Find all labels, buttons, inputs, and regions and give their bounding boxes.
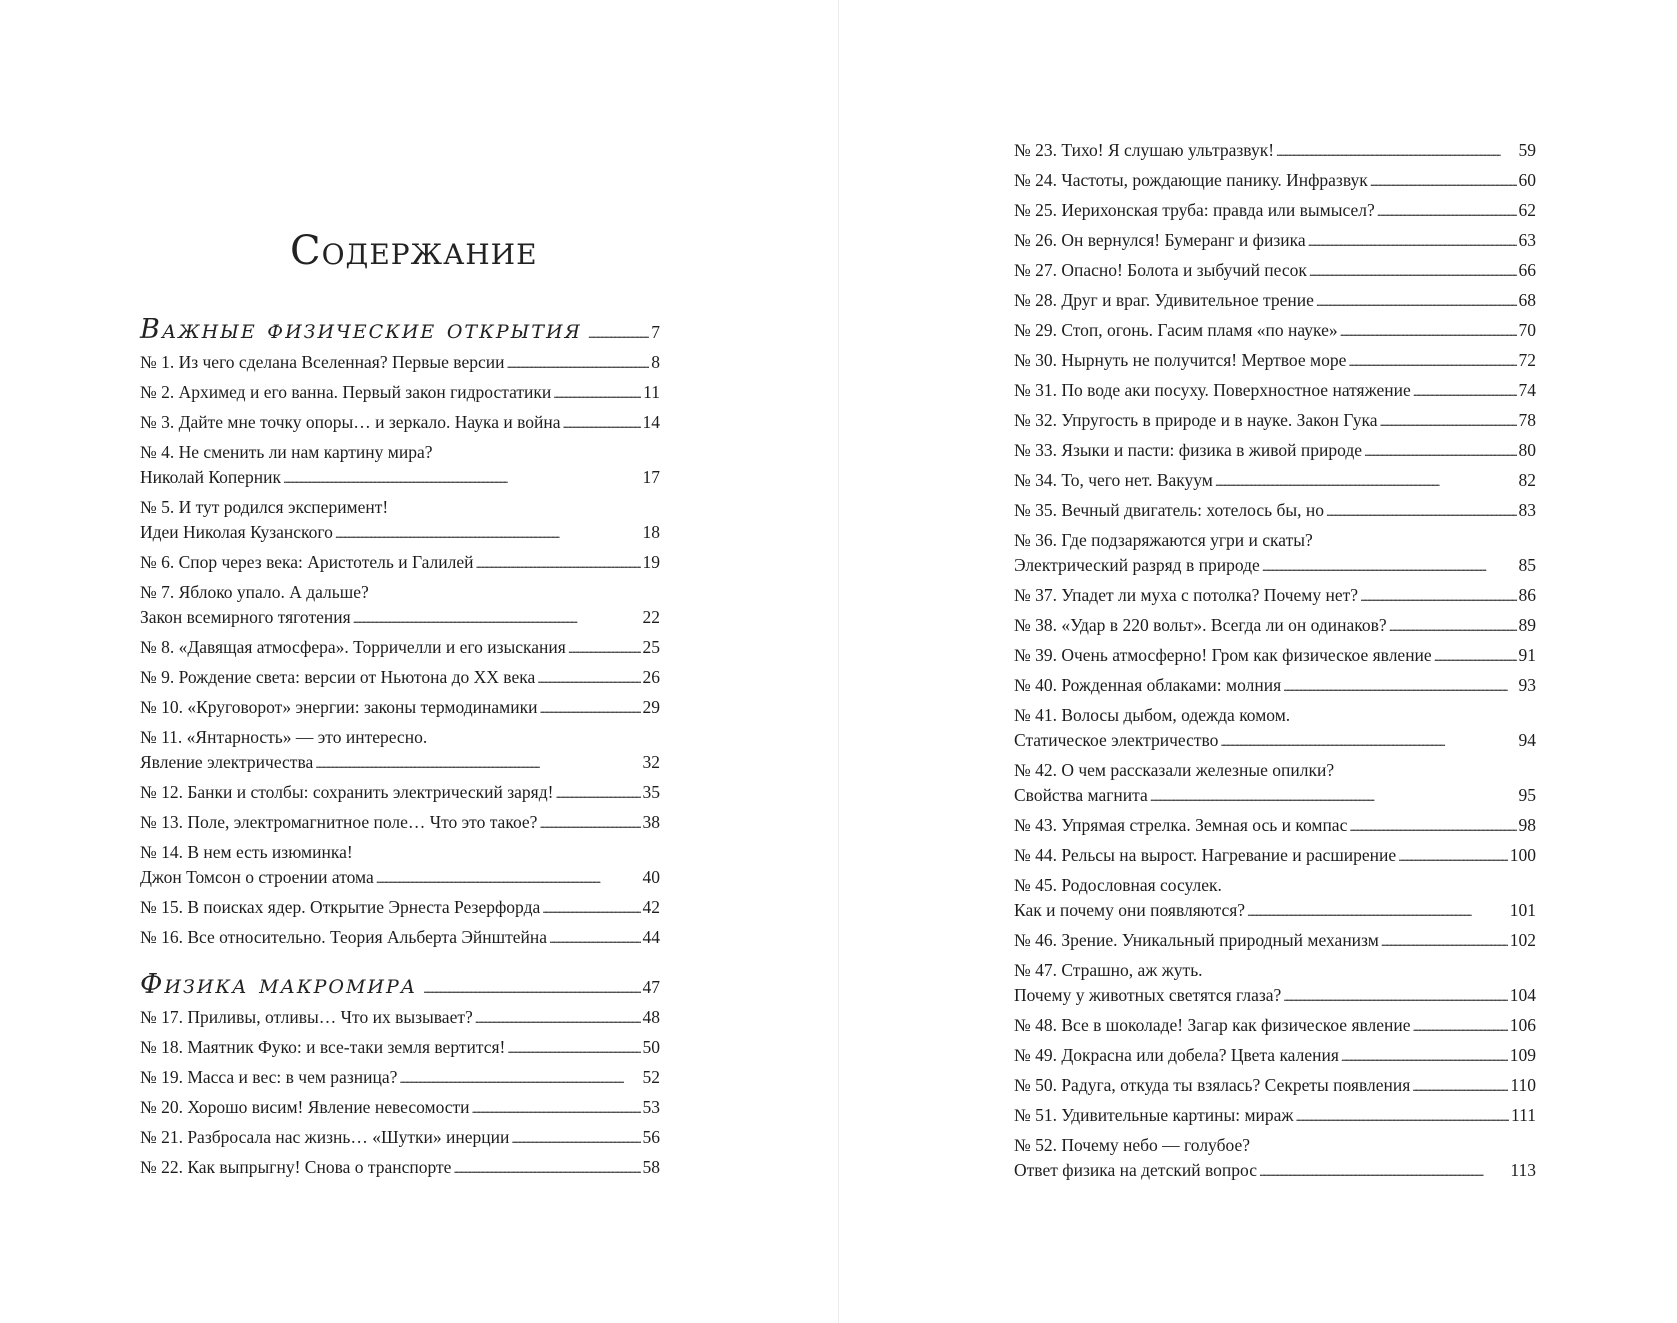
entry-title: № 15. В поисках ядер. Открытие Эрнеста Резерфорда [140, 897, 541, 917]
dot-leader [335, 520, 641, 547]
section-heading [140, 314, 660, 350]
entry-title: № 2. Архимед и его ванна. Первый закон гидростатики [140, 382, 552, 402]
toc-entry [1014, 843, 1536, 873]
page-number: 11 [643, 382, 660, 402]
dot-leader [1262, 553, 1517, 580]
dot-leader [568, 635, 641, 662]
page-number: 104 [1509, 984, 1536, 1005]
entry-title: № 1. Из чего сделана Вселенная? Первые версии [140, 352, 505, 372]
page-number: 50 [642, 1037, 660, 1057]
toc-entry [140, 1065, 660, 1095]
toc-entry [1014, 228, 1536, 258]
dot-leader [539, 695, 640, 722]
dot-leader [353, 605, 641, 632]
toc-entry [1014, 1103, 1536, 1133]
section-title: Физика макромира [140, 969, 418, 1000]
page-number: 95 [1518, 784, 1536, 805]
dot-leader [1259, 1158, 1508, 1185]
toc-entry [1014, 813, 1536, 843]
page-number: 86 [1518, 585, 1536, 605]
toc-title: Содержание [290, 228, 538, 274]
dot-leader [549, 925, 640, 952]
toc-entry [140, 665, 660, 695]
dot-leader [1247, 898, 1508, 925]
dot-leader [1316, 288, 1517, 315]
page-number: 53 [642, 1097, 660, 1117]
entry-title: № 19. Масса и вес: в чем разница? [140, 1067, 398, 1087]
page-number: 63 [1518, 230, 1536, 250]
page-number: 82 [1518, 470, 1536, 490]
entry-title: № 48. Все в шоколаде! Загар как физическое явление [1014, 1015, 1411, 1035]
page-number: 38 [642, 812, 660, 832]
entry-title: Как и почему они появляются? [1014, 899, 1246, 920]
dot-leader [283, 465, 640, 492]
toc-entry [140, 580, 660, 635]
page-number: 40 [642, 866, 660, 887]
dot-leader [476, 550, 641, 577]
toc-entry [1014, 1073, 1536, 1103]
page-number: 32 [642, 751, 660, 772]
toc-entry [1014, 138, 1536, 168]
toc-entry [140, 780, 660, 810]
toc-right-column [1014, 138, 1536, 1188]
page-number: 72 [1518, 350, 1536, 370]
toc-entry [1014, 643, 1536, 673]
toc-entry [1014, 408, 1536, 438]
dot-leader [423, 980, 640, 998]
toc-entry [140, 895, 660, 925]
entry-title: Почему у животных светятся глаза? [1014, 984, 1282, 1005]
entry-title-line: № 4. Не сменить ли нам картину мира? [140, 442, 433, 462]
page-number: 111 [1511, 1105, 1536, 1125]
toc-entry [140, 1035, 660, 1065]
page-number: 7 [651, 322, 660, 342]
page-number: 91 [1518, 645, 1536, 665]
page-number: 89 [1518, 615, 1536, 635]
dot-leader [1398, 843, 1508, 870]
toc-entry [1014, 703, 1536, 758]
toc-entry [140, 1125, 660, 1155]
dot-leader [507, 1035, 640, 1062]
dot-leader [1296, 1103, 1510, 1130]
page-number: 56 [642, 1127, 660, 1147]
toc-entry [140, 925, 660, 955]
dot-leader [1364, 438, 1516, 465]
entry-title: Джон Томсон о строении атома [140, 866, 374, 887]
toc-entry [1014, 928, 1536, 958]
entry-title-line: № 5. И тут родился эксперимент! [140, 497, 389, 517]
toc-entry [140, 380, 660, 410]
page-number: 70 [1518, 320, 1536, 340]
toc-entry [1014, 498, 1536, 528]
dot-leader [1434, 643, 1517, 670]
entry-title: № 35. Вечный двигатель: хотелось бы, но [1014, 500, 1324, 520]
dot-leader [1309, 258, 1517, 285]
toc-left-column [140, 314, 660, 1185]
entry-title: № 37. Упадет ли муха с потолка? Почему нет? [1014, 585, 1359, 605]
toc-entry [1014, 1013, 1536, 1043]
page-number: 58 [642, 1157, 660, 1177]
toc-entry [140, 725, 660, 780]
page-number: 83 [1518, 500, 1536, 520]
toc-entry [1014, 583, 1536, 613]
entry-title: № 3. Дайте мне точку опоры… и зеркало. Наука и война [140, 412, 561, 432]
entry-title: № 44. Рельсы на вырост. Нагревание и расширение [1014, 845, 1397, 865]
page-number: 109 [1509, 1045, 1536, 1065]
page-number: 80 [1518, 440, 1536, 460]
entry-title: Николай Коперник [140, 466, 282, 487]
dot-leader [453, 1155, 640, 1182]
entry-title: № 16. Все относительно. Теория Альберта Эйнштейна [140, 927, 548, 947]
entry-title: № 8. «Давящая атмосфера». Торричелли и его изыскания [140, 637, 566, 657]
dot-leader [1379, 408, 1516, 435]
page-number: 85 [1518, 554, 1536, 575]
page-number: 110 [1510, 1075, 1536, 1095]
entry-title: № 38. «Удар в 220 вольт». Всегда ли он одинаков? [1014, 615, 1387, 635]
entry-title: № 29. Стоп, огонь. Гасим пламя «по науке» [1014, 320, 1338, 340]
toc-entry [1014, 613, 1536, 643]
dot-leader [1349, 813, 1516, 840]
section-title: Важные физические открытия [140, 314, 582, 345]
page-number: 44 [642, 927, 660, 947]
toc-list [140, 350, 660, 955]
dot-leader [1389, 613, 1517, 640]
left-page [0, 0, 838, 1323]
entry-title-line: № 47. Страшно, аж жуть. [1014, 960, 1203, 980]
entry-title: № 17. Приливы, отливы… Что их вызывает? [140, 1007, 473, 1027]
toc-list [1014, 138, 1536, 1188]
dot-leader [555, 780, 640, 807]
page-number: 48 [642, 1007, 660, 1027]
dot-leader [563, 410, 641, 437]
entry-title-line: № 11. «Янтарность» — это интересно. [140, 727, 428, 747]
entry-title: № 27. Опасно! Болота и зыбучий песок [1014, 260, 1307, 280]
page-number: 68 [1518, 290, 1536, 310]
entry-title: № 9. Рождение света: версии от Ньютона до XX века [140, 667, 536, 687]
entry-title: № 23. Тихо! Я слушаю ультразвук! [1014, 140, 1275, 160]
toc-entry [1014, 378, 1536, 408]
entry-title-line: № 14. В нем есть изюминка! [140, 842, 353, 862]
dot-leader [1381, 928, 1508, 955]
entry-title-line: № 45. Родословная сосулек. [1014, 875, 1222, 895]
entry-title: Статическое электричество [1014, 729, 1219, 750]
toc-entry [1014, 673, 1536, 703]
entry-title: № 30. Нырнуть не получится! Мертвое море [1014, 350, 1347, 370]
toc-entry [140, 440, 660, 495]
entry-title: № 40. Рожденная облаками: молния [1014, 675, 1282, 695]
entry-title: № 32. Упругость в природе и в науке. Закон Гука [1014, 410, 1378, 430]
entry-title-line: № 41. Волосы дыбом, одежда комом. [1014, 705, 1291, 725]
dot-leader [1370, 168, 1517, 195]
toc-entry [140, 840, 660, 895]
page-number: 101 [1509, 899, 1536, 920]
entry-title: № 43. Упрямая стрелка. Земная ось и компас [1014, 815, 1348, 835]
toc-entry [140, 410, 660, 440]
entry-title: № 28. Друг и враг. Удивительное трение [1014, 290, 1314, 310]
toc-entry [1014, 873, 1536, 928]
dot-leader [511, 1125, 640, 1152]
entry-title: Электрический разряд в природе [1014, 554, 1260, 575]
dot-leader [542, 895, 640, 922]
entry-title-line: № 7. Яблоко упало. А дальше? [140, 582, 369, 602]
entry-title: № 26. Он вернулся! Бумеранг и физика [1014, 230, 1306, 250]
dot-leader [1276, 138, 1516, 165]
dot-leader [1215, 468, 1517, 495]
dot-leader [539, 810, 640, 837]
toc-entry [1014, 318, 1536, 348]
dot-leader [1308, 228, 1517, 255]
dot-leader [399, 1065, 640, 1092]
dot-leader [1283, 673, 1516, 700]
entry-title: № 46. Зрение. Уникальный природный механизм [1014, 930, 1379, 950]
dot-leader [1150, 783, 1517, 810]
page-number: 25 [642, 637, 660, 657]
dot-leader [588, 325, 649, 343]
toc-entry [140, 1155, 660, 1185]
entry-title: Ответ физика на детский вопрос [1014, 1159, 1257, 1180]
page-number: 42 [642, 897, 660, 917]
page-number: 78 [1518, 410, 1536, 430]
dot-leader [1283, 983, 1507, 1010]
page-number: 47 [642, 977, 660, 997]
entry-title: № 25. Иерихонская труба: правда или вымысел? [1014, 200, 1375, 220]
entry-title: Закон всемирного тяготения [140, 606, 351, 627]
page-number: 18 [642, 521, 660, 542]
dot-leader [1377, 198, 1517, 225]
toc-entry [1014, 438, 1536, 468]
entry-title-line: № 52. Почему небо — голубое? [1014, 1135, 1250, 1155]
toc-entry [140, 810, 660, 840]
entry-title: № 6. Спор через века: Аристотель и Галилей [140, 552, 474, 572]
page-number: 62 [1518, 200, 1536, 220]
page-number: 98 [1518, 815, 1536, 835]
page-number: 14 [642, 412, 660, 432]
page-number: 93 [1518, 675, 1536, 695]
dot-leader [376, 865, 641, 892]
toc-entry [1014, 1043, 1536, 1073]
page-number: 74 [1518, 380, 1536, 400]
entry-title: № 18. Маятник Фуко: и все-таки земля вертится! [140, 1037, 506, 1057]
toc-entry [140, 635, 660, 665]
toc-entry [1014, 758, 1536, 813]
dot-leader [553, 380, 641, 407]
dot-leader [1348, 348, 1516, 375]
entry-title: № 24. Частоты, рождающие панику. Инфразвук [1014, 170, 1368, 190]
page-number: 113 [1510, 1159, 1536, 1180]
entry-title: № 20. Хорошо висим! Явление невесомости [140, 1097, 470, 1117]
dot-leader [1360, 583, 1516, 610]
dot-leader [1220, 728, 1516, 755]
entry-title: № 49. Докрасна или добела? Цвета каления [1014, 1045, 1339, 1065]
entry-title-line: № 42. О чем рассказали железные опилки? [1014, 760, 1335, 780]
entry-title: № 13. Поле, электромагнитное поле… Что это такое? [140, 812, 538, 832]
dot-leader [1340, 318, 1517, 345]
entry-title: № 21. Разбросала нас жизнь… «Шутки» инерции [140, 1127, 510, 1147]
page-number: 102 [1509, 930, 1536, 950]
dot-leader [1326, 498, 1517, 525]
entry-title: № 50. Радуга, откуда ты взялась? Секреты появления [1014, 1075, 1411, 1095]
entry-title: Идеи Николая Кузанского [140, 521, 333, 542]
page-number: 26 [642, 667, 660, 687]
toc-entry [1014, 168, 1536, 198]
entry-title-line: № 36. Где подзаряжаются угри и скаты? [1014, 530, 1313, 550]
toc-entry [1014, 258, 1536, 288]
entry-title: № 12. Банки и столбы: сохранить электрический заряд! [140, 782, 554, 802]
page-number: 60 [1518, 170, 1536, 190]
toc-entry [1014, 528, 1536, 583]
entry-title: № 22. Как выпрыгну! Снова о транспорте [140, 1157, 452, 1177]
toc-entry [1014, 468, 1536, 498]
page-number: 19 [642, 552, 660, 572]
page-number: 106 [1509, 1015, 1536, 1035]
dot-leader [537, 665, 640, 692]
dot-leader [1413, 378, 1517, 405]
page-number: 8 [651, 352, 660, 372]
dot-leader [1412, 1073, 1508, 1100]
toc-entry [1014, 1133, 1536, 1188]
entry-title: № 34. То, чего нет. Вакуум [1014, 470, 1213, 490]
dot-leader [475, 1005, 641, 1032]
toc-entry [140, 495, 660, 550]
dot-leader [1341, 1043, 1508, 1070]
page-number: 100 [1509, 845, 1536, 865]
dot-leader [1413, 1013, 1508, 1040]
entry-title: № 33. Языки и пасти: физика в живой природе [1014, 440, 1363, 460]
entry-title: № 51. Удивительные картины: мираж [1014, 1105, 1294, 1125]
page-number: 35 [642, 782, 660, 802]
entry-title: Явление электричества [140, 751, 314, 772]
section-heading [140, 969, 660, 1005]
toc-entry [1014, 958, 1536, 1013]
right-page [839, 0, 1677, 1323]
dot-leader [472, 1095, 641, 1122]
page-number: 17 [642, 466, 660, 487]
dot-leader [315, 750, 640, 777]
toc-entry [140, 550, 660, 580]
page-number: 22 [642, 606, 660, 627]
entry-title: № 39. Очень атмосферно! Гром как физическое явление [1014, 645, 1432, 665]
entry-title: № 10. «Круговорот» энергии: законы термодинамики [140, 697, 538, 717]
toc-entry [140, 350, 660, 380]
page-number: 52 [642, 1067, 660, 1087]
dot-leader [506, 350, 649, 377]
page-number: 59 [1518, 140, 1536, 160]
page-number: 29 [642, 697, 660, 717]
page-number: 94 [1518, 729, 1536, 750]
toc-entry [140, 1095, 660, 1125]
entry-title: Свойства магнита [1014, 784, 1148, 805]
entry-title: № 31. По воде аки посуху. Поверхностное натяжение [1014, 380, 1411, 400]
toc-list [140, 1005, 660, 1185]
toc-entry [1014, 348, 1536, 378]
toc-entry [140, 1005, 660, 1035]
toc-entry [1014, 198, 1536, 228]
toc-entry [140, 695, 660, 725]
toc-entry [1014, 288, 1536, 318]
page-number: 66 [1518, 260, 1536, 280]
